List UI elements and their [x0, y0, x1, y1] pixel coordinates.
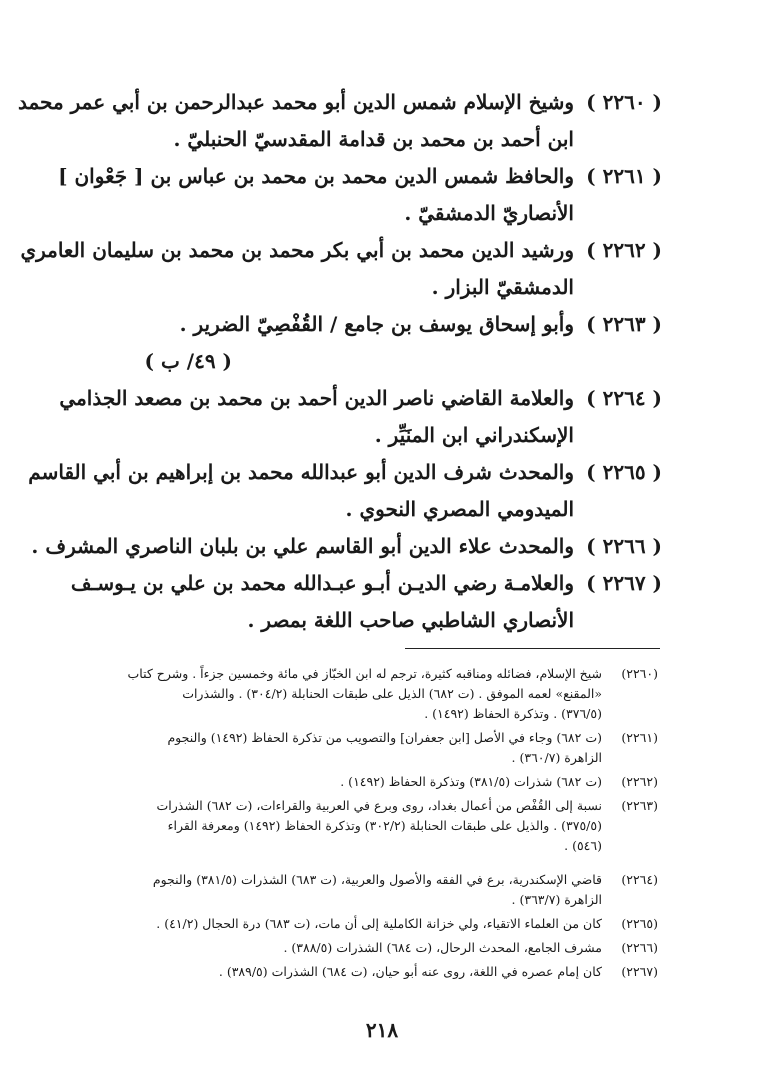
footnote-number: (٢٢٦٠) [621, 666, 658, 681]
entry-number: ( ٢٢٦١ ) [586, 164, 662, 188]
footnote-divider [405, 648, 660, 649]
footnote-line: نسبة إلى القُفْص من أعمال بغداد، روى وبرع في العربية والقراءات، (ت ٦٨٢) الشذرات [156, 798, 602, 813]
entry-line: الأنصاريّ الدمشقيّ . [404, 201, 574, 225]
entry-2260 [17, 84, 662, 158]
footnote-line: الزاهرة (٣٦٣/٧) . [511, 892, 602, 907]
entry-2262 [20, 232, 662, 306]
footnote-2263 [92, 796, 658, 856]
footnote-line: شيخ الإسلام، فضائله ومناقبه كثيرة، ترجم له ابن الخبّاز في مائة وخمسين جزءاً . وشرح كتاب [127, 666, 602, 681]
entry-number: ( ٢٢٦٦ ) [586, 534, 662, 558]
footnote-line: كان إمام عصره في اللغة، روى عنه أبو حيان، (ت ٦٨٤) الشذرات (٣٨٩/٥) . [218, 964, 602, 979]
footnote-line: قاضي الإسكندرية، برع في الفقه والأصول والعربية، (ت ٦٨٣) الشذرات (٣٨١/٥) والنجوم [152, 872, 602, 887]
entry-line: الدمشقيّ البزار . [431, 275, 574, 299]
main-text [17, 84, 662, 639]
entry-line: الأنصاري الشاطبي صاحب اللغة بمصر . [247, 608, 574, 632]
footnote-number: (٢٢٦١) [621, 730, 658, 745]
footnote-line: (٣٧٦/٥) . وتذكرة الحفاظ (١٤٩٢) . [424, 706, 602, 721]
entry-line: وأبو إسحاق يوسف بن جامع / القُفْصِيّ الضرير . [179, 312, 574, 336]
entry-line: الميدومي المصري النحوي . [345, 497, 574, 521]
footnote-2265 [92, 914, 658, 934]
footnote-line: (ت ٦٨٢) وجاء في الأصل [ابن جعفران] والتصويب من تذكرة الحفاظ (١٤٩٢) والنجوم [167, 730, 602, 745]
entry-2266 [31, 528, 662, 565]
entry-line: الإسكندراني ابن المنَيِّر . [374, 423, 574, 447]
footnote-2264 [92, 870, 658, 910]
entry-number: ( ٢٢٦٧ ) [586, 571, 662, 595]
entry-line: ابن أحمد بن محمد بن قدامة المقدسيّ الحنبليّ . [173, 127, 574, 151]
footnote-line: (٣٧٥/٥) . والذيل على طبقات الحنابلة (٣٠٢/٢) وتذكرة الحفاظ (١٤٩٢) ومعرفة القراء [167, 818, 602, 833]
folio-marker: ( ٤٩/ ب ) [144, 349, 232, 373]
footnotes [92, 664, 658, 986]
entry-2267 [70, 565, 662, 639]
entry-number: ( ٢٢٦٣ ) [586, 312, 662, 336]
entry-line: ورشيد الدين محمد بن أبي بكر محمد بن محمد بن سليمان العامري [20, 238, 574, 262]
entry-line: وشيخ الإسلام شمس الدين أبو محمد عبدالرحمن بن أبي عمر محمد [17, 90, 574, 114]
footnote-2266 [92, 938, 658, 958]
entry-number: ( ٢٢٦٥ ) [586, 460, 662, 484]
footnote-number: (٢٢٦٦) [621, 940, 658, 955]
entry-line: والعلامـة رضي الديـن أبـو عبـدالله محمد بن علي بن يـوسـف [70, 571, 574, 595]
footnote-number: (٢٢٦٢) [621, 774, 658, 789]
footnote-line: (٥٤٦) . [564, 838, 602, 853]
footnote-line: «المقنع» لعمه الموفق . (ت ٦٨٢) الذيل على طبقات الحنابلة (٣٠٤/٢) . والشذرات [182, 686, 602, 701]
footnote-number: (٢٢٦٤) [621, 872, 658, 887]
entry-line: والحافظ شمس الدين محمد بن محمد بن عباس بن [ جَعْوان ] [58, 164, 574, 188]
footnote-2261 [92, 728, 658, 768]
entry-2263 [92, 306, 662, 343]
footnote-line: كان من العلماء الاتقياء، ولي خزانة الكاملية إلى أن مات، (ت ٦٨٣) درة الحجال (٤١/٢) . [156, 916, 602, 931]
footnote-number: (٢٢٦٣) [621, 798, 658, 813]
entry-2264 [59, 380, 662, 454]
footnote-line: مشرف الجامع، المحدث الرحال، (ت ٦٨٤) الشذرات (٣٨٨/٥) . [283, 940, 602, 955]
entry-number: ( ٢٢٦٤ ) [586, 386, 662, 410]
footnote-line: (ت ٦٨٢) شذرات (٣٨١/٥) وتذكرة الحفاظ (١٤٩٢) . [340, 774, 602, 789]
entry-number: ( ٢٢٦٠ ) [586, 90, 662, 114]
entry-line: والمحدث علاء الدين أبو القاسم علي بن بلبان الناصري المشرف . [31, 534, 574, 558]
entry-2265 [28, 454, 662, 528]
footnote-number: (٢٢٦٧) [621, 964, 658, 979]
entry-line: والمحدث شرف الدين أبو عبدالله محمد بن إبراهيم بن أبي القاسم [28, 460, 574, 484]
entry-2261 [58, 158, 662, 232]
footnote-2267 [92, 962, 658, 982]
footnote-number: (٢٢٦٥) [621, 916, 658, 931]
footnote-2260 [92, 664, 658, 724]
entry-number: ( ٢٢٦٢ ) [586, 238, 662, 262]
footnote-line: الزاهرة (٣٦٠/٧) . [511, 750, 602, 765]
entry-line: والعلامة القاضي ناصر الدين أحمد بن محمد بن مصعد الجذامي [59, 386, 574, 410]
page-number: ٢١٨ [365, 1018, 399, 1042]
footnote-2262 [92, 772, 658, 792]
